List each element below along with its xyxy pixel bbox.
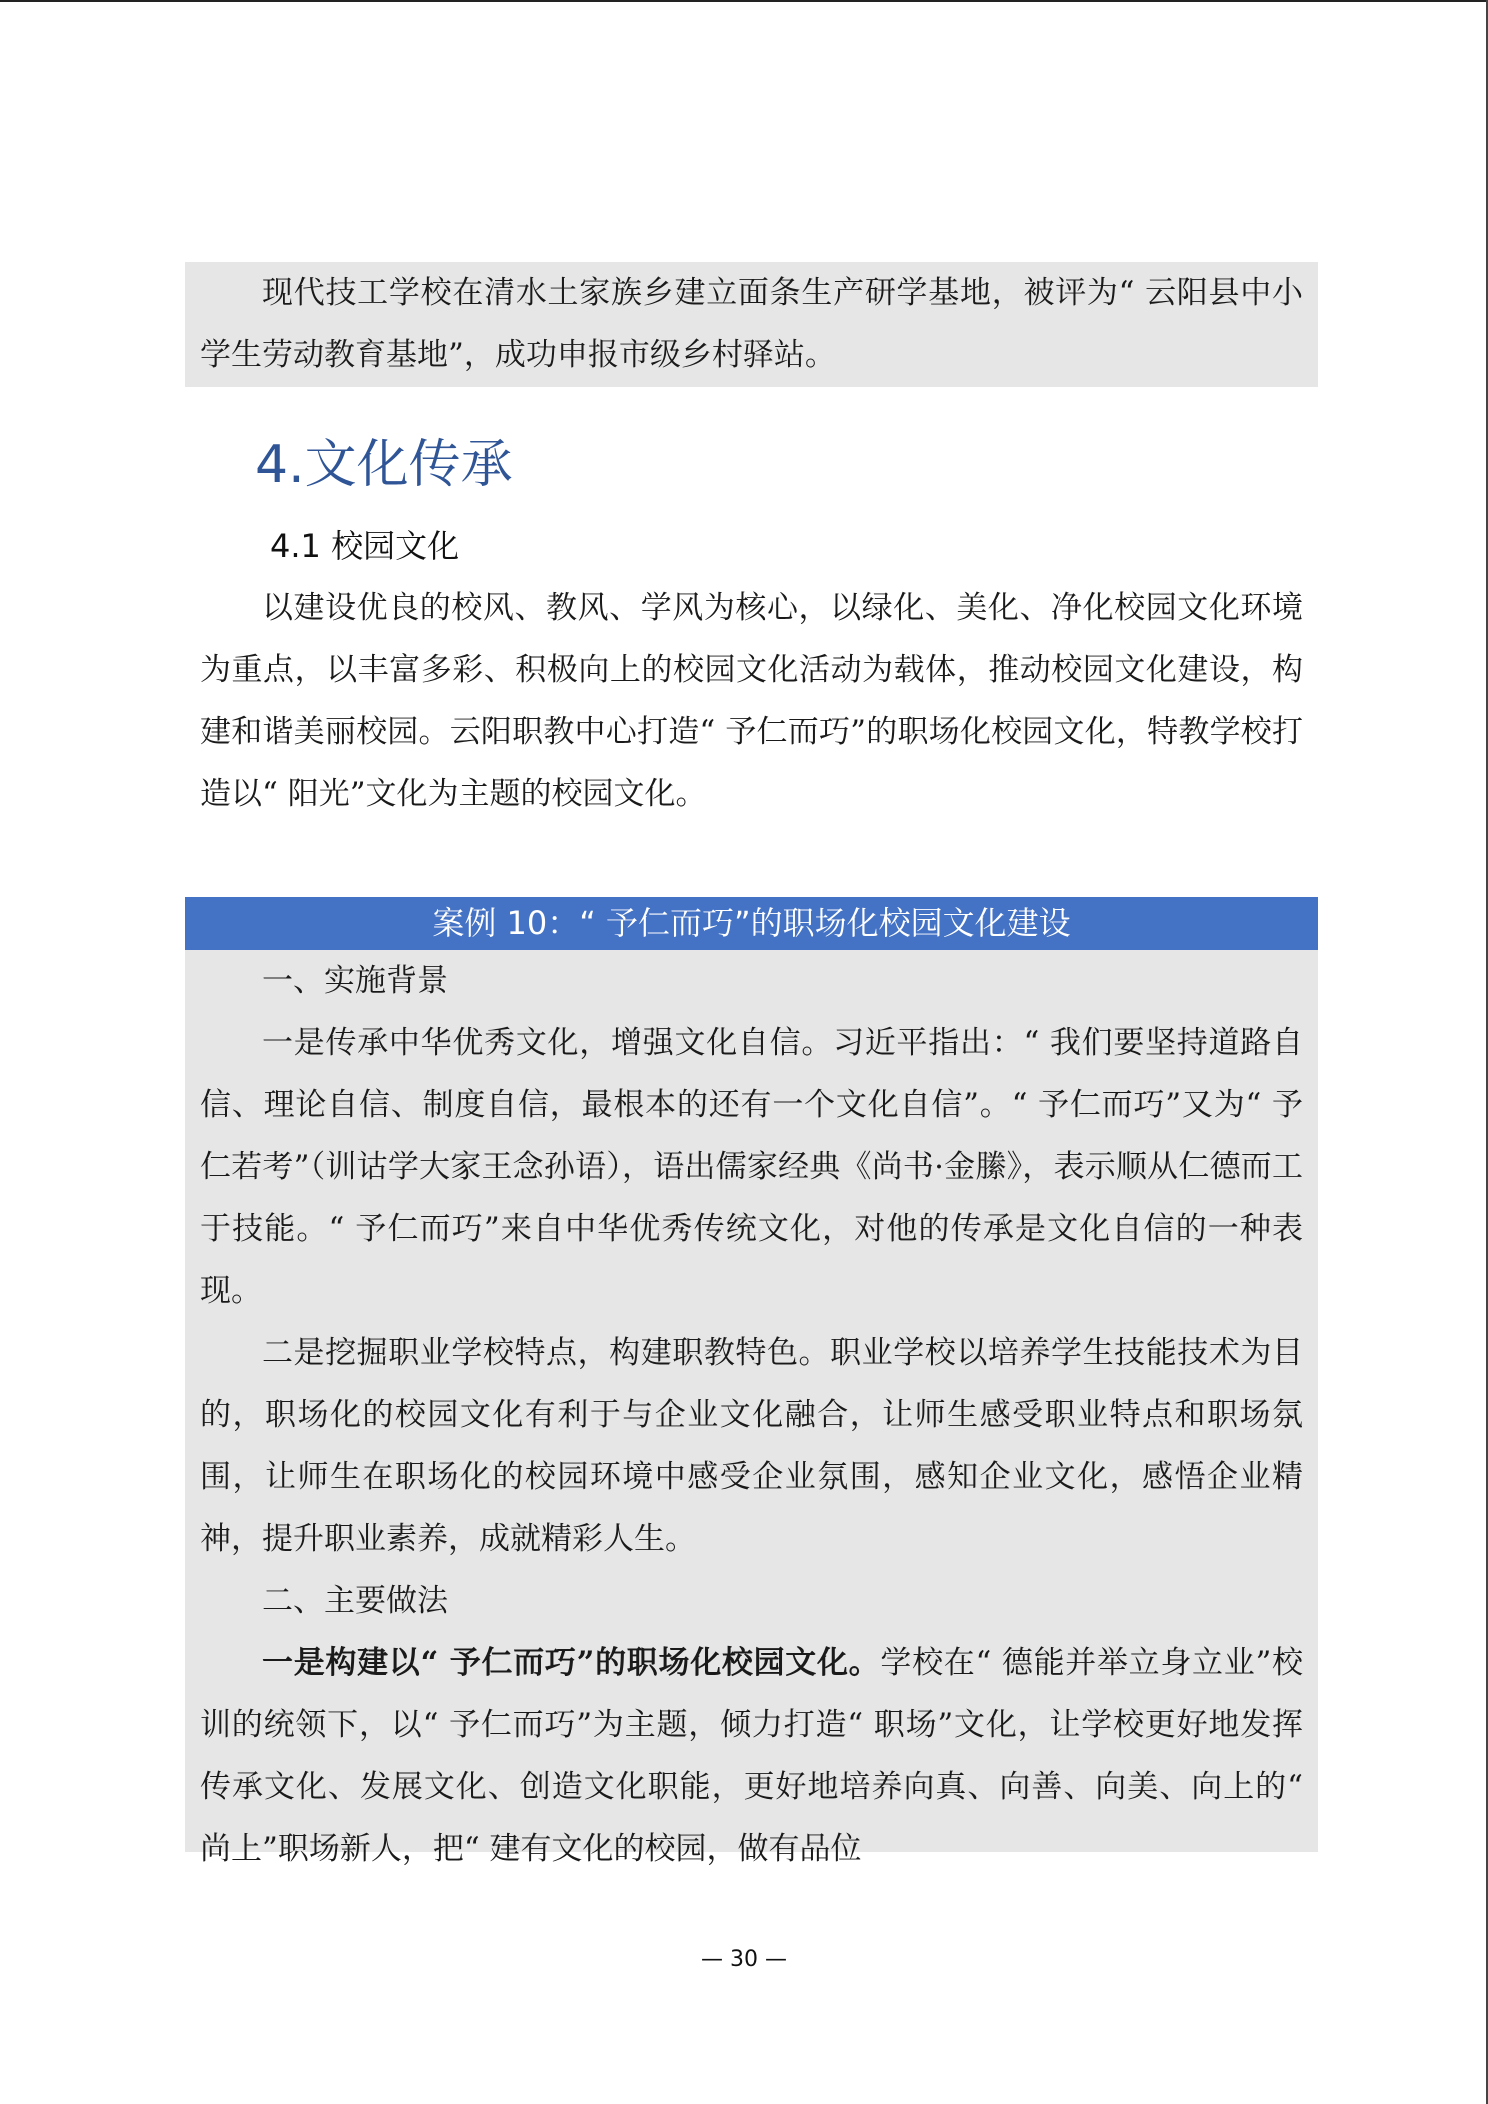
case-paragraph-2: 二是挖掘职业学校特点，构建职教特色。职业学校以培养学生技能技术为目的，职场化的校园文化有利于与企业文化融合，让师生感受职业特点和职场氛围，让师生在职场化的校园环境中感受企业氛围，感知企业文化，感悟企业精神，提升职业素养，成就精彩人生。 [200, 1335, 1303, 1557]
section-title: 4.文化传承 [255, 435, 513, 495]
case-paragraph-3-lead: 一是构建以“ 予仁而巧”的职场化校园文化。 [262, 1645, 881, 1681]
intro-highlight-box [185, 262, 1318, 387]
case-heading-background: 一、实施背景 [262, 963, 448, 999]
subsection-title: 4.1 校园文化 [270, 527, 460, 565]
page-number: — 30 — [701, 1947, 787, 1972]
case-heading-methods: 二、主要做法 [262, 1583, 448, 1619]
case-header: 案例 10：“ 予仁而巧”的职场化校园文化建设 [185, 897, 1318, 950]
case-box [185, 950, 1318, 1867]
case-paragraph-3 [200, 1632, 1303, 1880]
case-paragraph-1: 一是传承中华优秀文化，增强文化自信。习近平指出：“ 我们要坚持道路自信、理论自信、制度自信，最根本的还有一个文化自信”。“ 予仁而巧”又为“ 予仁若考”（训诂学大家王念孙语），语出儒家经典《尚书·金縢》，表示顺从仁德而工于技能。“ 予仁而巧”来自中华优秀传统文化，对他的传承是文化自信的一种表现。 [200, 1025, 1303, 1309]
case-paragraph-3-rest: 学校在“ 德能并举立身立业”校训的统领下，以“ 予仁而巧”为主题，倾力打造“ 职场”文化，让学校更好地发挥传承文化、发展文化、创造文化职能，更好地培养向真、向善、向美、向上的“ 尚上”职场新人，把“ 建有文化的校园，做有品位 [200, 1645, 1303, 1867]
case-content [200, 950, 1303, 1880]
campus-culture-body [200, 577, 1303, 825]
campus-culture-paragraph: 以建设优良的校风、教风、学风为核心，以绿化、美化、净化校园文化环境为重点，以丰富多彩、积极向上的校园文化活动为载体，推动校园文化建设，构建和谐美丽校园。云阳职教中心打造“ 予仁而巧”的职场化校园文化，特教学校打造以“ 阳光”文化为主题的校园文化。 [200, 590, 1303, 812]
page-top-border [0, 0, 1488, 2]
intro-paragraph: 现代技工学校在清水土家族乡建立面条生产研学基地，被评为“ 云阳县中小学生劳动教育基地”，成功申报市级乡村驿站。 [200, 275, 1303, 373]
